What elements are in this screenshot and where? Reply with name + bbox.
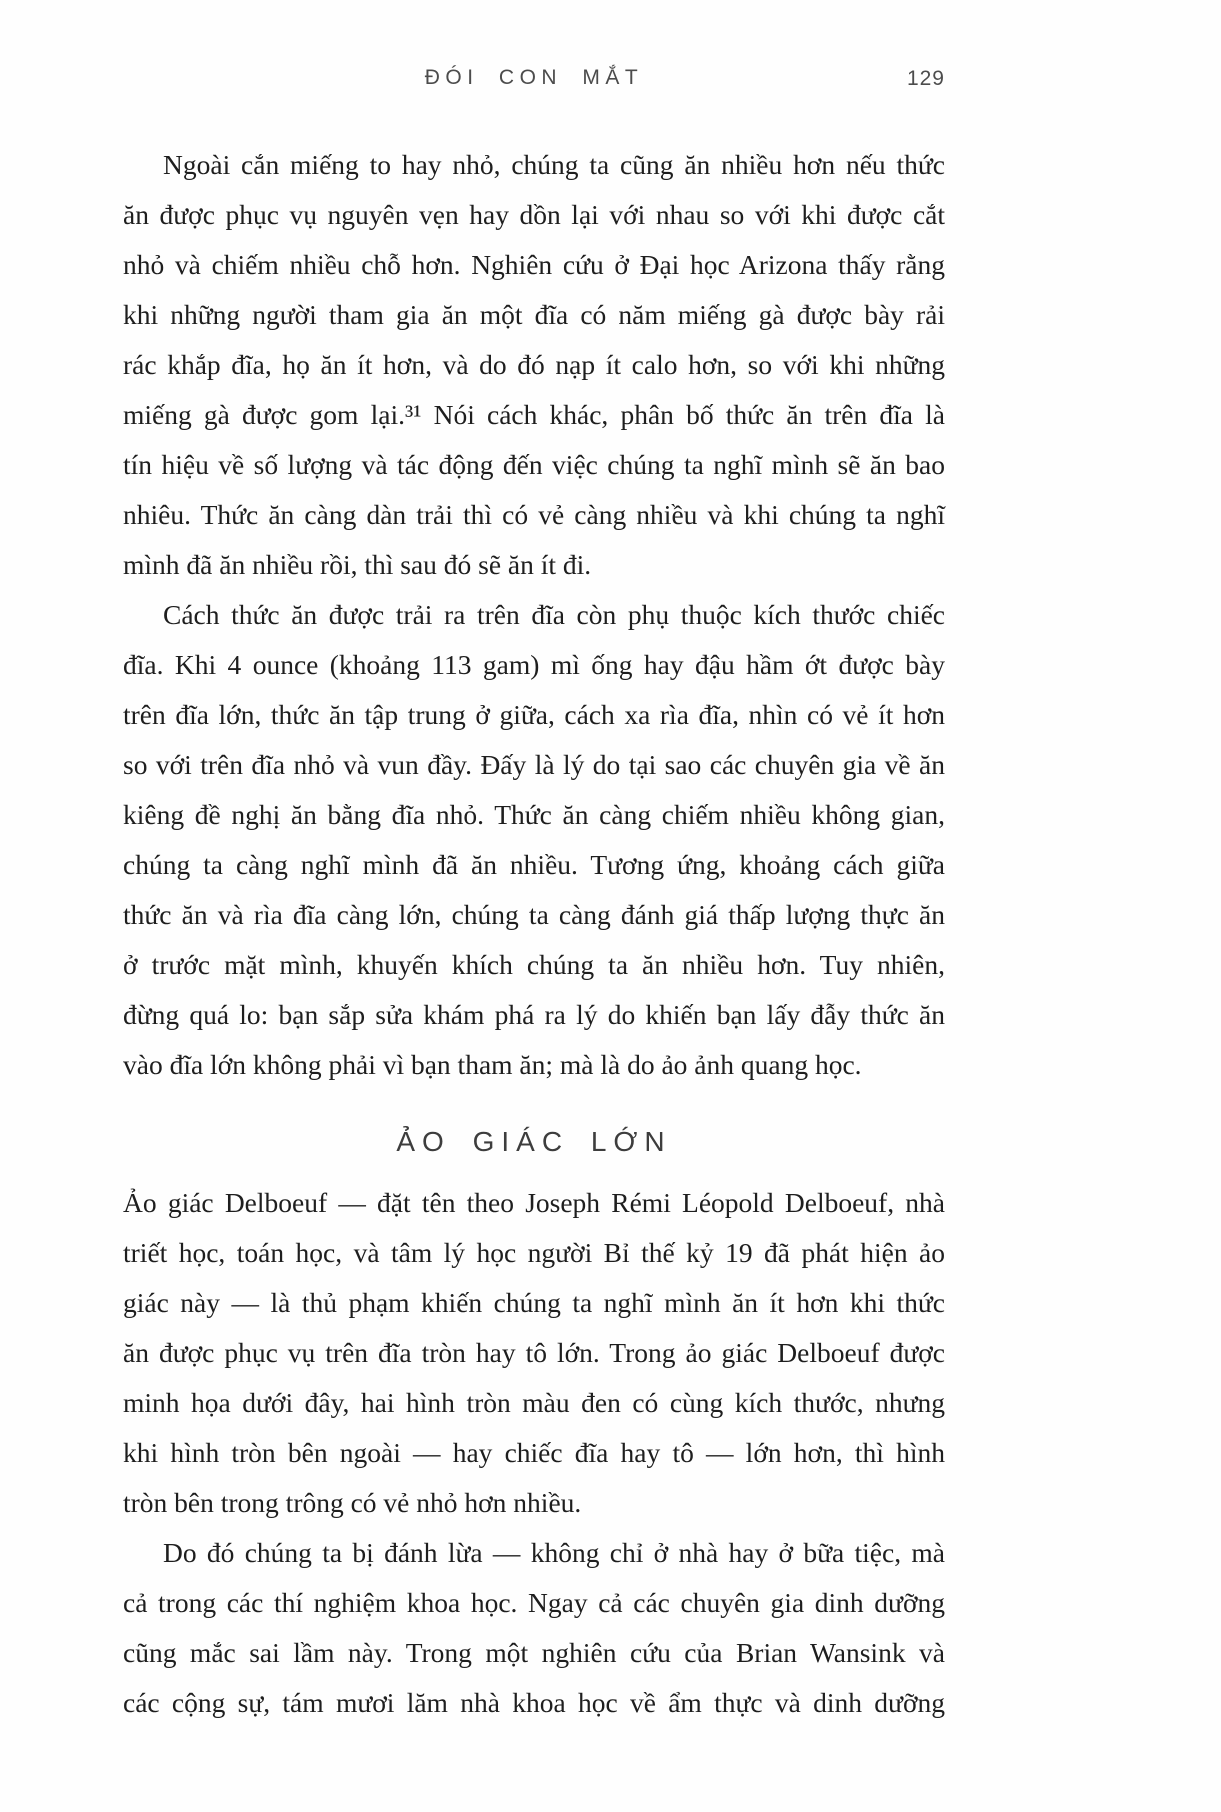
text-line: ăn được phục vụ nguyên vẹn hay dồn lại với nhau so với khi được cắt xyxy=(123,199,945,230)
paragraph xyxy=(123,140,945,590)
text-line: đừng quá lo: bạn sắp sửa khám phá ra lý do khiến bạn lấy đẫy thức ăn xyxy=(123,999,945,1030)
text-line: đĩa. Khi 4 ounce (khoảng 113 gam) mì ống hay đậu hầm ớt được bày xyxy=(123,649,945,680)
page-body xyxy=(123,140,945,1728)
text-line: minh họa dưới đây, hai hình tròn màu đen có cùng kích thước, nhưng xyxy=(123,1387,945,1418)
text-line: so với trên đĩa nhỏ và vun đầy. Đấy là lý do tại sao các chuyên gia về ăn xyxy=(123,749,945,780)
text-line: rác khắp đĩa, họ ăn ít hơn, và do đó nạp ít calo hơn, so với khi những xyxy=(123,349,945,380)
text-line: Ngoài cắn miếng to hay nhỏ, chúng ta cũng ăn nhiều hơn nếu thức xyxy=(163,149,945,180)
text-line: chúng ta càng nghĩ mình đã ăn nhiều. Tương ứng, khoảng cách giữa xyxy=(123,849,945,880)
text-line: cả trong các thí nghiệm khoa học. Ngay cả các chuyên gia dinh dưỡng xyxy=(123,1587,945,1618)
section-heading: ẢO GIÁC LỚN xyxy=(396,1126,672,1157)
page-header xyxy=(123,66,945,96)
text-line: kiêng đề nghị ăn bằng đĩa nhỏ. Thức ăn càng chiếm nhiều không gian, xyxy=(123,799,945,830)
text-line: ăn được phục vụ trên đĩa tròn hay tô lớn. Trong ảo giác Delboeuf được xyxy=(123,1337,945,1368)
page-number: 129 xyxy=(906,67,945,90)
text-line: trên đĩa lớn, thức ăn tập trung ở giữa, cách xa rìa đĩa, nhìn có vẻ ít hơn xyxy=(123,699,945,730)
text-line: khi hình tròn bên ngoài — hay chiếc đĩa hay tô — lớn hơn, thì hình xyxy=(123,1437,945,1468)
text-line: miếng gà được gom lại.³¹ Nói cách khác, phân bố thức ăn trên đĩa là xyxy=(123,399,945,430)
text-line: nhiêu. Thức ăn càng dàn trải thì có vẻ càng nhiều và khi chúng ta nghĩ xyxy=(123,499,945,530)
text-line: tròn bên trong trông có vẻ nhỏ hơn nhiều. xyxy=(123,1487,582,1518)
text-line: mình đã ăn nhiều rồi, thì sau đó sẽ ăn ít đi. xyxy=(123,549,592,580)
text-line: khi những người tham gia ăn một đĩa có năm miếng gà được bày rải xyxy=(123,299,945,330)
paragraph xyxy=(123,590,945,1090)
text-line: nhỏ và chiếm nhiều chỗ hơn. Nghiên cứu ở Đại học Arizona thấy rằng xyxy=(123,249,945,280)
text-line: giác này — là thủ phạm khiến chúng ta nghĩ mình ăn ít hơn khi thức xyxy=(123,1287,945,1318)
running-head-title: ĐÓI CON MẮT xyxy=(424,66,644,89)
text-line: Do đó chúng ta bị đánh lừa — không chỉ ở nhà hay ở bữa tiệc, mà xyxy=(163,1537,945,1568)
text-line: triết học, toán học, và tâm lý học người Bỉ thế kỷ 19 đã phát hiện ảo xyxy=(123,1237,945,1268)
text-line: Ảo giác Delboeuf — đặt tên theo Joseph Rémi Léopold Delboeuf, nhà xyxy=(123,1187,945,1218)
paragraph xyxy=(123,1528,945,1728)
text-line: tín hiệu về số lượng và tác động đến việc chúng ta nghĩ mình sẽ ăn bao xyxy=(123,449,945,480)
text-line: các cộng sự, tám mươi lăm nhà khoa học về ẩm thực và dinh dưỡng xyxy=(123,1687,945,1718)
text-line: thức ăn và rìa đĩa càng lớn, chúng ta càng đánh giá thấp lượng thực ăn xyxy=(123,899,945,930)
text-line: vào đĩa lớn không phải vì bạn tham ăn; mà là do ảo ảnh quang học. xyxy=(123,1049,862,1080)
text-line: ở trước mặt mình, khuyến khích chúng ta ăn nhiều hơn. Tuy nhiên, xyxy=(123,949,945,980)
text-line: cũng mắc sai lầm này. Trong một nghiên cứu của Brian Wansink và xyxy=(123,1637,945,1668)
text-line: Cách thức ăn được trải ra trên đĩa còn phụ thuộc kích thước chiếc xyxy=(163,599,945,630)
paragraph xyxy=(123,1178,945,1528)
